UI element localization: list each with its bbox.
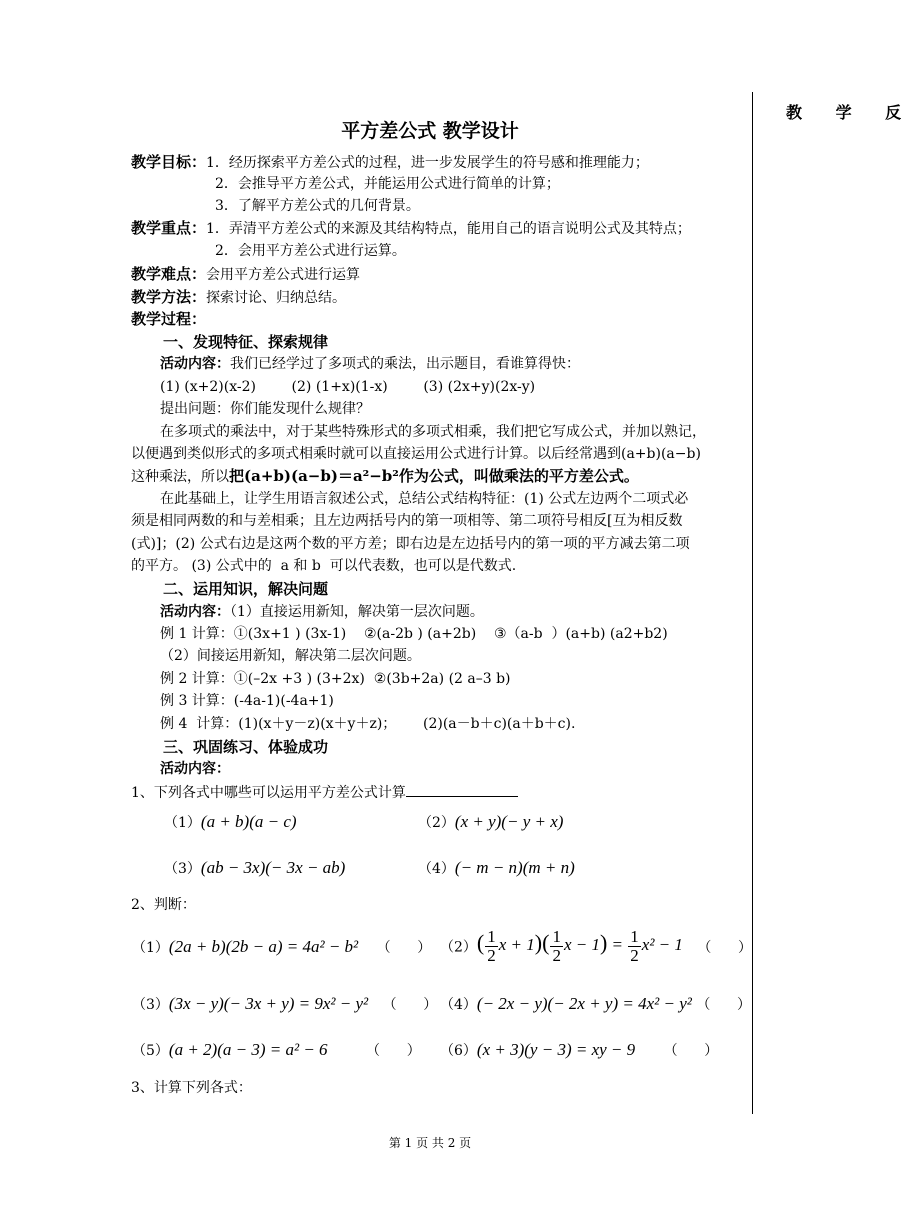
paragraph-line: 须是相同两数的和与差相乘；且左边两括号内的第一项相等、第二项符号相反[互为相反数 <box>131 513 683 529</box>
option-number: （1） <box>164 815 201 831</box>
paragraph-line: 以便遇到类似形式的多项式相乘时就可以直接运用公式进行计算。以后经常遇到(a+b)(a−b) <box>131 446 701 462</box>
activity-text: 我们已经学过了多项式的乘法，出示题目，看谁算得快： <box>230 356 580 372</box>
item-expression: (2a + b)(2b − a) = 4a² − b² <box>168 937 359 956</box>
example-2: 例 2 计算：①(–2x +3 ) (3+2x) ②(3b+2a) (2 a–3 b) <box>160 671 511 687</box>
formula-statement: 把(a+b)(a−b)＝a²−b²作为公式，叫做乘法的平方差公式。 <box>229 467 639 485</box>
item-number: （3） <box>132 997 169 1013</box>
q2-item-6 <box>440 1040 718 1060</box>
judge-box[interactable]: （ ） <box>696 997 752 1013</box>
goal-item: 2．会推导平方差公式，并能运用公式进行简单的计算； <box>215 176 560 192</box>
method-text: 探索讨论、归纳总结。 <box>206 290 347 306</box>
option-number: （4） <box>418 861 455 877</box>
example-4: 例 4 计算：(1)(x＋y－z)(x＋y＋z)； (2)(a－b＋c)(a＋b＋c). <box>160 716 576 732</box>
option-number: （2） <box>418 815 455 831</box>
key-item: 2．会用平方差公式进行运算。 <box>215 243 406 259</box>
option-expression: (ab − 3x)(− 3x − ab) <box>200 858 346 877</box>
item-expression: (a + 2)(a − 3) = a² − 6 <box>168 1040 328 1059</box>
item-number: （6） <box>440 1043 477 1059</box>
option-expression: (− m − n)(m + n) <box>454 858 575 877</box>
option-number: （3） <box>164 861 201 877</box>
option-expression: (a + b)(a − c) <box>200 812 297 831</box>
goal-item: 3．了解平方差公式的几何背景。 <box>215 198 420 214</box>
goal-item: 1．经历探索平方差公式的过程，进一步发展学生的符号感和推理能力； <box>206 155 649 171</box>
example-3: 例 3 计算：(-4a-1)(-4a+1) <box>160 693 334 709</box>
method-row <box>131 287 346 308</box>
section-2-heading: 二、运用知识，解决问题 <box>163 580 329 598</box>
q2-item-1 <box>132 937 431 957</box>
question-2: 2、判断： <box>131 897 196 913</box>
paragraph-line: 在多项式的乘法中，对于某些特殊形式的多项式相乘，我们把它写成公式，并加以熟记， <box>160 424 706 440</box>
judge-box[interactable]: （ ） <box>663 1043 719 1059</box>
q1-option-3 <box>164 858 345 878</box>
item-expression: (− 2x − y)(− 2x + y) = 4x² − y² <box>476 994 692 1013</box>
key-row-1 <box>131 218 691 239</box>
margin-column-title: 教 学 反 <box>786 103 915 122</box>
activity-text: （1）直接运用新知，解决第一层次问题。 <box>230 604 484 620</box>
goals-row-1 <box>131 152 649 173</box>
item-number: （1） <box>132 940 169 956</box>
example-1: 例 1 计算：①(3x+1 ) (3x-1) ②(a-2b ) (a+2b) ③（a-b ）(a+b) (a2+b2) <box>160 626 668 642</box>
paragraph-text: 这种乘法，所以 <box>131 469 229 485</box>
key-label: 教学重点： <box>131 219 207 237</box>
paragraph-line: 在此基础上，让学生用语言叙述公式，总结公式结构特征：(1) 公式左边两个二项式必 <box>160 491 689 507</box>
judge-box[interactable]: （ ） <box>366 1043 421 1059</box>
paragraph-line: 的平方。 (3) 公式中的 a 和 b 可以代表数，也可以是代数式. <box>131 558 517 574</box>
item-expression: (3x − y)(− 3x + y) = 9x² − y² <box>168 994 369 1013</box>
q2-item-2 <box>440 928 752 965</box>
section-3-heading: 三、巩固练习、体验成功 <box>163 738 329 756</box>
difficulty-text: 会用平方差公式进行运算 <box>206 267 361 283</box>
page-footer: 第 1 页 共 2 页 <box>388 1136 472 1150</box>
section-1-activity <box>160 354 580 374</box>
activity-label: 活动内容： <box>160 761 230 777</box>
judge-box[interactable]: （ ） <box>376 940 432 956</box>
answer-blank[interactable] <box>406 782 518 797</box>
step-2: （2）间接运用新知，解决第二层次问题。 <box>160 648 421 664</box>
activity-label: 活动内容： <box>160 356 230 372</box>
paragraph-line <box>131 466 639 487</box>
section-2-activity <box>160 602 484 622</box>
section-1-problems: (1) (x+2)(x-2) (2) (1+x)(1-x) (3) (2x+y)(2x-y) <box>160 379 536 395</box>
process-label: 教学过程： <box>131 310 207 328</box>
section-1-question: 提出问题：你们能发现什么规律？ <box>160 401 370 417</box>
difficulty-label: 教学难点： <box>131 265 207 283</box>
judge-box[interactable]: （ ） <box>382 997 438 1013</box>
item-number: （5） <box>132 1043 169 1059</box>
activity-label: 活动内容： <box>160 604 230 620</box>
item-expression: ( $\frac{1}{2}$ x + 1)( $\frac{1}{2}$ x − 1) = $\frac{1}{2}$ x² − 1 <box>476 927 683 965</box>
q2-item-3 <box>132 994 437 1014</box>
section-1-heading: 一、发现特征、探索规律 <box>163 333 329 351</box>
q1-option-2 <box>418 812 563 832</box>
question-1-text: 1、下列各式中哪些可以运用平方差公式计算 <box>131 785 406 801</box>
key-item: 1．弄清平方差公式的来源及其结构特点，能用自己的语言说明公式及其特点； <box>206 221 691 237</box>
page-title: 平方差公式 教学设计 <box>341 120 519 142</box>
q1-option-1 <box>164 812 297 832</box>
question-3: 3、计算下列各式： <box>131 1080 252 1096</box>
difficulty-row <box>131 264 360 285</box>
paragraph-line: (式)]；(2) 公式右边是这两个数的平方差；即右边是左边括号内的第一项的平方减去第二项 <box>131 536 690 552</box>
method-label: 教学方法： <box>131 288 207 306</box>
question-1 <box>131 782 518 803</box>
q1-option-4 <box>418 858 575 878</box>
option-expression: (x + y)(− y + x) <box>454 812 564 831</box>
item-number: （2） <box>440 939 477 956</box>
q2-item-5 <box>132 1040 421 1060</box>
margin-divider-line <box>752 92 753 1114</box>
q2-item-4 <box>440 994 751 1014</box>
goals-label: 教学目标： <box>131 153 207 171</box>
item-number: （4） <box>440 997 477 1013</box>
item-expression: (x + 3)(y − 3) = xy − 9 <box>476 1040 636 1059</box>
judge-box[interactable]: （ ） <box>697 939 753 956</box>
